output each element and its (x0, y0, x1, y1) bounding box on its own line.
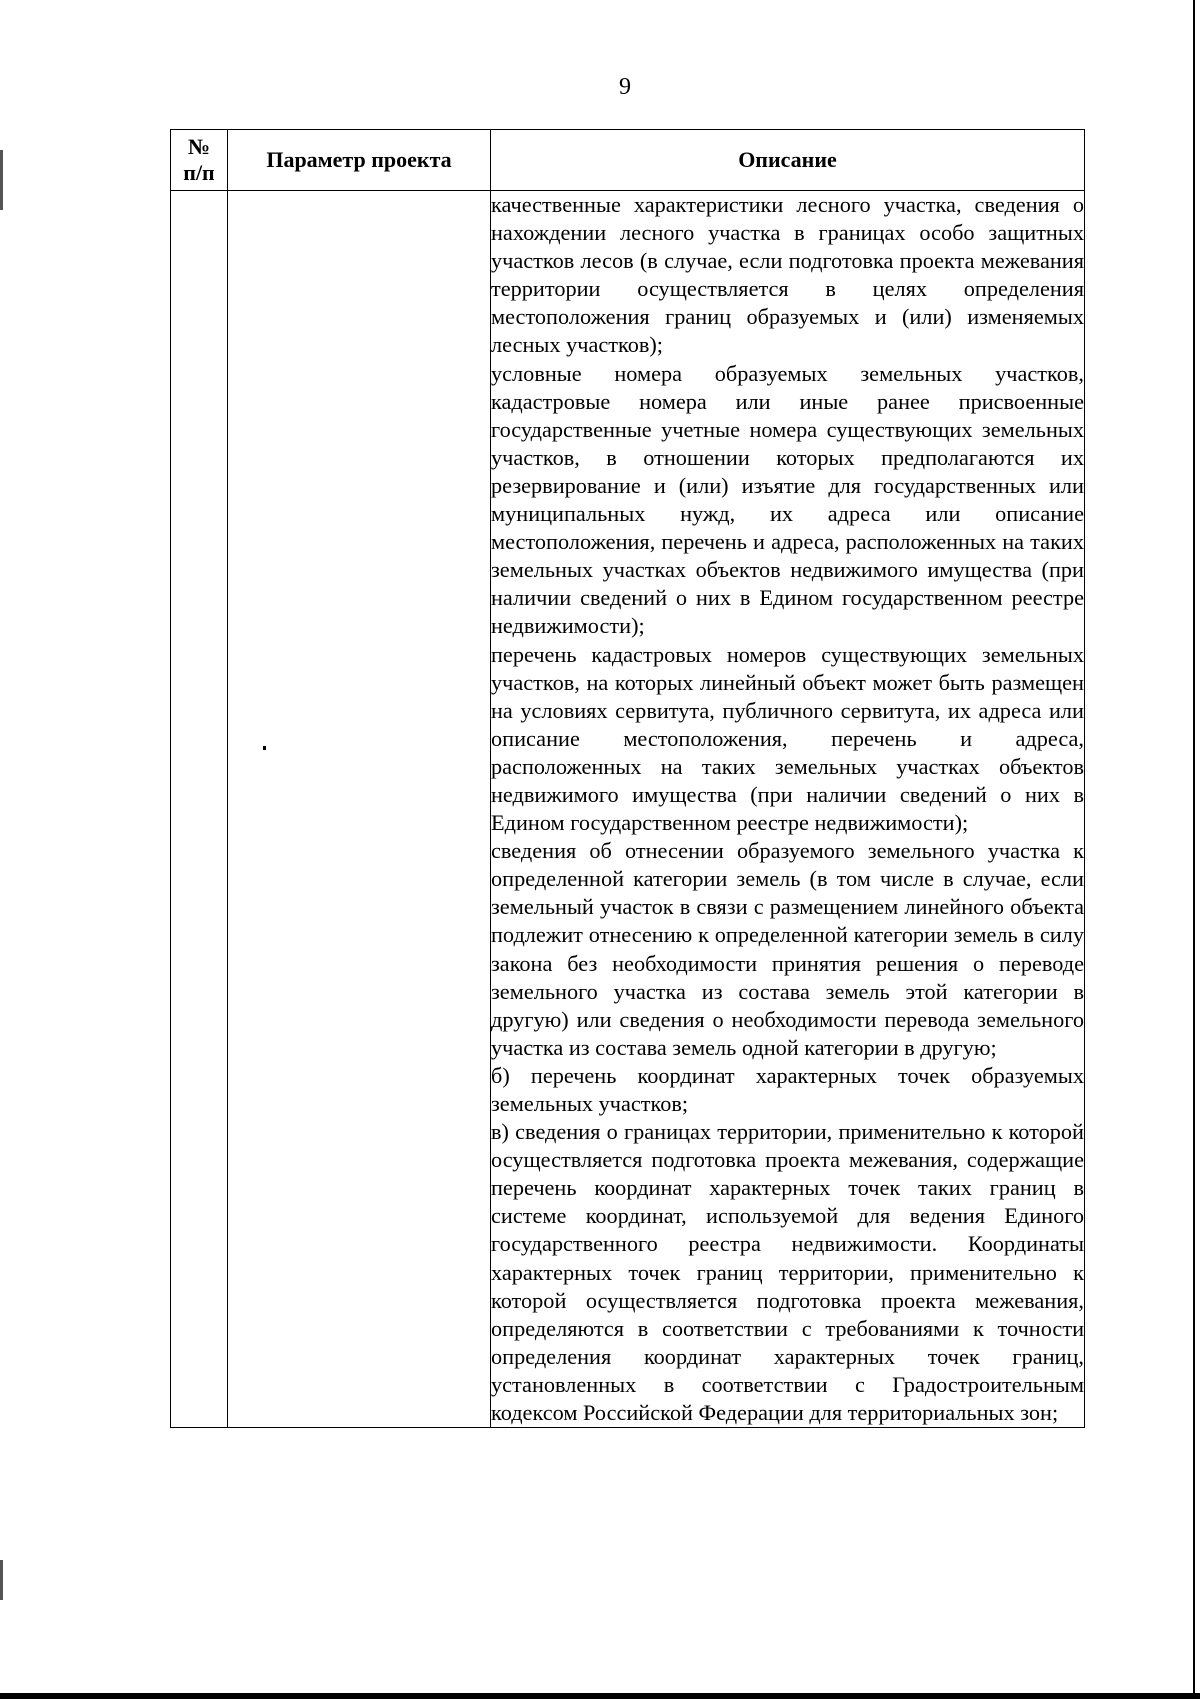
column-header-description: Описание (491, 130, 1085, 191)
description-paragraph: б) перечень координат характерных точек образуемых земельных участков; (491, 1062, 1084, 1116)
column-header-number-abbr: п/п (183, 160, 215, 185)
row-description-cell (491, 191, 1085, 1428)
description-paragraph: перечень кадастровых номеров существующих земельных участков, на которых линейный объект может быть размещен на условиях сервитута, публичного сервитута, их адреса или описание местоположения, перечень и адреса, расположенных на таких земельных участках объектов недвижимого имущества (при наличии сведений о них в Едином государственном реестре недвижимости); (491, 641, 1084, 836)
scan-bottom-edge (0, 1693, 1200, 1699)
column-header-number-sign: № (187, 134, 211, 159)
description-paragraph: качественные характеристики лесного участка, сведения о нахождении лесного участка в границах особо защитных участков лесов (в случае, если подготовка проекта межевания территории осуществляется в целях определения местоположения границ образуемых и (или) изменяемых лесных участков); (491, 192, 1084, 358)
column-header-parameter: Параметр проекта (228, 130, 491, 191)
description-paragraph: условные номера образуемых земельных участков, кадастровые номера или иные ранее присвоенные государственные учетные номера существующих земельных участков, в отношении которых предполагаются их резервирование и (или) изъятие для государственных или муниципальных нужд, их адреса или описание местоположения, перечень и адреса, расположенных на таких земельных участках объектов недвижимого имущества (при наличии сведений о них в Едином государственном реестре недвижимости); (491, 360, 1084, 639)
page-number: 9 (619, 74, 631, 100)
description-paragraph: в) сведения о границах территории, применительно к которой осуществляется подготовка проекта межевания, содержащие перечень координат характерных точек таких границ в системе координат, используемой для ведения Единого государственного реестра недвижимости. Координаты характерных точек границ территории, применительно к которой осуществляется подготовка проекта межевания, определяются в соответствии с требованиями к точности определения координат характерных точек границ, установленных в соответствии с Градостроительным кодексом Российской Федерации для территориальных зон; (491, 1119, 1084, 1426)
scan-speck (263, 746, 266, 750)
scan-left-mark (0, 150, 3, 210)
description-table (170, 129, 1085, 1428)
row-number-cell (171, 191, 228, 1428)
description-paragraph: сведения об отнесении образуемого земельного участка к определенной категории земель (в том числе в случае, если земельный участок в связи с размещением линейного объекта подлежит отнесению к определенной категории земель в силу закона без необходимости принятия решения о переводе земельного участка из состава земель этой категории в другую) или сведения о необходимости перевода земельного участка из состава земель одной категории в другую; (491, 838, 1084, 1060)
row-parameter-cell (228, 191, 491, 1428)
column-header-number (171, 130, 228, 191)
table-row (171, 191, 1085, 1428)
table-header-row (171, 130, 1085, 191)
scan-left-mark (0, 1560, 3, 1600)
scan-right-edge (1193, 0, 1195, 1699)
